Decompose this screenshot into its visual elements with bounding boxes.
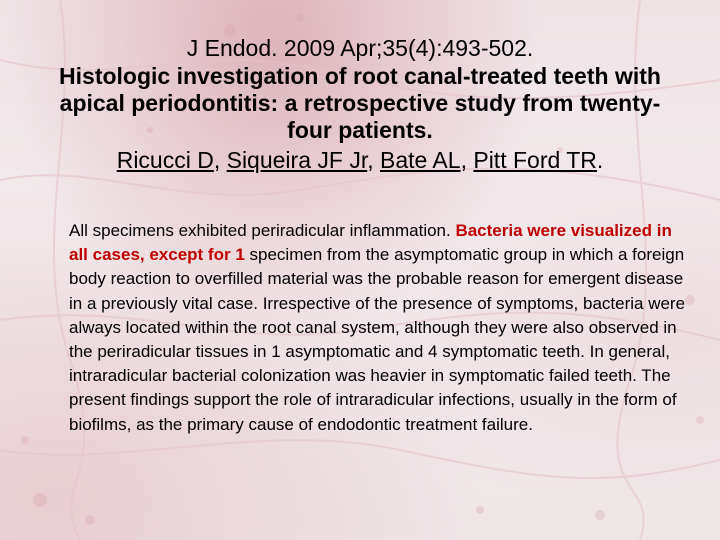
author-list-end: .	[596, 147, 604, 173]
author-separator: ,	[367, 147, 380, 173]
abstract-part-2: specimen from the asymptomatic group in which a foreign body reaction to overfilled material was the probable reason for emergent disease in a previously vital case. Irrespective of the presence of symptoms, bacteria were always located within the root canal system, although they were also observed in the periradicular tissues in 1 asymptomatic and 4 symptomatic teeth. In general, intraradicular bacterial colonization was heavier in symptomatic failed teeth. The present findings support the role of intraradicular infections, usually in the form of biofilms, as the primary cause of endodontic treatment failure.	[69, 245, 686, 434]
author-list	[40, 146, 680, 174]
author-link[interactable]: Ricucci D	[116, 147, 214, 173]
abstract-part-1: All specimens exhibited periradicular inflammation.	[69, 221, 456, 240]
author-link[interactable]: Bate AL	[380, 147, 461, 173]
article-title: Histologic investigation of root canal-treated teeth with apical periodontitis: a retrospective study from twenty-four patients.	[59, 63, 661, 143]
highlighted-finding: Bacteria were visualized in all cases, except for 1	[69, 221, 672, 265]
author-separator: ,	[460, 147, 474, 173]
abstract-text	[69, 219, 689, 437]
journal-citation: J Endod. 2009 Apr;35(4):493-502.	[186, 35, 534, 61]
author-link[interactable]: Pitt Ford TR	[473, 147, 597, 173]
author-link[interactable]: Siqueira JF Jr	[226, 147, 368, 173]
reference-header	[40, 34, 680, 174]
author-separator: ,	[213, 147, 227, 173]
